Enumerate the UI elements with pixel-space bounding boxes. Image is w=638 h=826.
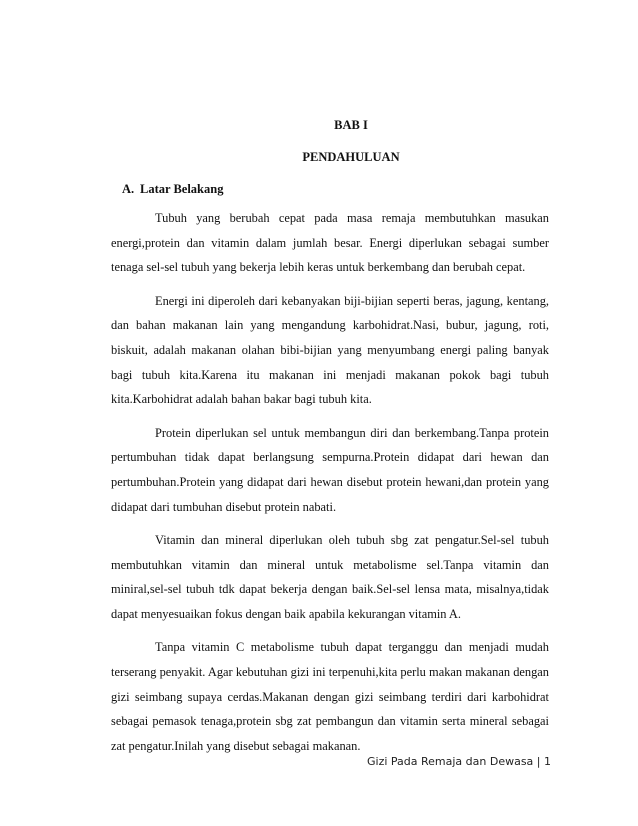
section-marker: A. [122, 182, 135, 196]
paragraph: Protein diperlukan sel untuk membangun diri dan berkembang.Tanpa protein pertumbuhan tidak dapat berlangsung sempurna.Protein didapat dari hewan dan pertumbuhan.Protein yang didapat dari hewan disebut protein hewani,dan protein yang didapat dari tumbuhan disebut protein nabati. [111, 425, 549, 514]
section-title: Latar Belakang [140, 182, 224, 196]
paragraph: Vitamin dan mineral diperlukan oleh tubuh sbg zat pengatur.Sel-sel tubuh membutuhkan vitamin dan mineral untuk metabolisme sel.Tanpa vitamin dan miniral,sel-sel tubuh tdk dapat bekerja dengan baik.Sel-sel lensa mata, misalnya,tidak dapat menyesuaikan fokus dengan baik apabila kekurangan vitamin A. [111, 532, 549, 622]
paragraph: Tubuh yang berubah cepat pada masa remaja membutuhkan masukan energi,protein dan vitamin dalam jumlah besar. Energi diperlukan sebagai sumber tenaga sel-sel tubuh yang bekerja lebih keras untuk berkembang dan berubah cepat. [111, 211, 549, 275]
body-text [111, 206, 549, 767]
chapter-number: BAB I [334, 118, 368, 132]
page-footer: Gizi Pada Remaja dan Dewasa | 1 [366, 755, 551, 768]
section-heading [122, 182, 223, 197]
paragraph: Tanpa vitamin C metabolisme tubuh dapat terganggu dan menjadi mudah terserang penyakit. Agar kebutuhan gizi ini terpenuhi,kita perlu makan makanan dengan gizi seimbang supaya cerdas.Makanan dengan gizi seimbang terdiri dari karbohidrat sebagai pemasok tenaga,protein sbg zat pembangun dan vitamin serta mineral sebagai zat pengatur.Inilah yang disebut sebagai makanan. [111, 640, 549, 754]
paragraph: Energi ini diperoleh dari kebanyakan biji-bijian seperti beras, jagung, kentang, dan bahan makanan lain yang mengandung karbohidrat.Nasi, bubur, jagung, roti, biskuit, adalah makanan olahan bibi-bijian yang menyumbang energi paling banyak bagi tubuh kita.Karena itu makanan ini menjadi makanan pokok bagi tubuh kita.Karbohidrat adalah bahan bakar bagi tubuh kita. [111, 293, 549, 407]
chapter-title: PENDAHULUAN [302, 150, 400, 164]
